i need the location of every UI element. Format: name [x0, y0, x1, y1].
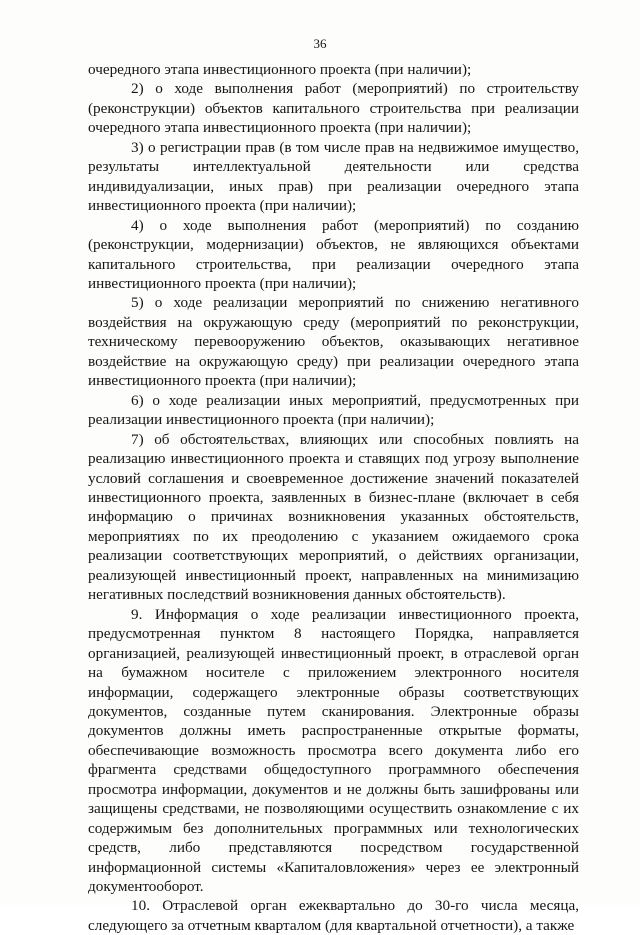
- paragraph-item-5: 5) о ходе реализации мероприятий по снижению негативного воздействия на окружающую среду (мероприятий по реконструкции, техническому перевооружению объектов, оказывающих негативное воздействие на окружающую среду) при реализации очередного этапа инвестиционного проекта (при наличии);: [88, 294, 579, 390]
- paragraph-item-7: 7) об обстоятельствах, влияющих или способных повлиять на реализацию инвестиционного проекта и ставящих под угрозу выполнение условий соглашения и своевременное достижение значений показателей инвестиционного проекта, заявленных в бизнес-плане (включает в себя информацию о причинах возникновения указанных обстоятельств, мероприятиях по их преодолению с указанием ожидаемого срока реализации соответствующих мероприятий, о действиях организации, реализующей инвестиционный проект, направленных на минимизацию негативных последствий возникновения данных обстоятельств).: [88, 430, 579, 604]
- page-number: 36: [313, 36, 327, 51]
- paragraph-item-6: 6) о ходе реализации иных мероприятий, предусмотренных при реализации инвестиционного проекта (при наличии);: [88, 391, 579, 429]
- paragraph-continuation: очередного этапа инвестиционного проекта (при наличии);: [88, 61, 472, 78]
- paragraph-clause-10: 10. Отраслевой орган ежеквартально до 30-го числа месяца, следующего за отчетным кварталом (для квартальной отчетности), а также: [88, 897, 579, 934]
- paragraph-item-4: 4) о ходе выполнения работ (мероприятий) по созданию (реконструкции, модернизации) объектов, не являющихся объектами капитального строительства, при реализации очередного этапа инвестиционного проекта (при наличии);: [88, 216, 579, 292]
- document-body: [88, 60, 579, 935]
- paragraph-clause-9: 9. Информация о ходе реализации инвестиционного проекта, предусмотренная пунктом 8 настоящего Порядка, направляется организацией, реализующей инвестиционный проект, в отраслевой орган на бумажном носителе с приложением электронного носителя информации, содержащего электронные образы соответствующих документов, созданные путем сканирования. Электронные образы документов должны иметь распространенные открытые форматы, обеспечивающие возможность просмотра всего документа либо его фрагмента средствами общедоступного программного обеспечения просмотра информации, документов и не должны быть зашифрованы или защищены средствами, не позволяющими осуществить ознакомление с их содержимым без дополнительных программных или технологических средств, либо представляются посредством государственной информационной системы «Капиталовложения» через ее электронный документооборот.: [88, 605, 579, 896]
- paragraph-item-2: 2) о ходе выполнения работ (мероприятий) по строительству (реконструкции) объектов капитального строительства при реализации очередного этапа инвестиционного проекта (при наличии);: [88, 80, 579, 137]
- paragraph-item-3: 3) о регистрации прав (в том числе прав на недвижимое имущество, результаты интеллектуальной деятельности или средства индивидуализации, иных прав) при реализации очередного этапа инвестиционного проекта (при наличии);: [88, 138, 579, 215]
